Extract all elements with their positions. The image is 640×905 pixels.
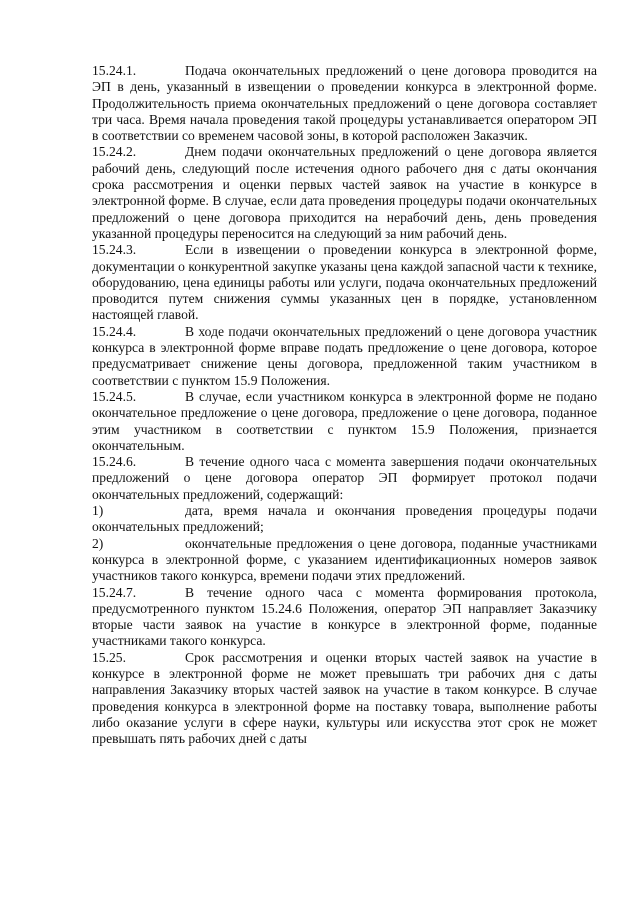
paragraph-text: Днем подачи окончательных предложений о цене договора является рабочий день, следующий после истечения одного рабочего дня с даты окончания срока рассмотрения и оценки первых частей заявок на участие в конкурсе в электронной форме. В случае, если дата проведения процедуры подачи окончательных предложений о цене договора приходится на нерабочий день, день проведения указанной процедуры переносится на следующий за ним рабочий день.: [92, 144, 597, 241]
paragraph-text: Подача окончательных предложений о цене договора проводится на ЭП в день, указанный в извещении о проведении конкурса в электронной форме. Продолжительность приема окончательных предложений о цене договора составляет три часа. Время начала проведения такой процедуры устанавливается оператором ЭП в соответствии со временем часовой зоны, в которой расположен Заказчик.: [92, 63, 597, 144]
list-item-text: дата, время начала и окончания проведения процедуры подачи окончательных предложений;: [92, 503, 597, 535]
paragraph-text: В течение одного часа с момента формирования протокола, предусмотренного пунктом 15.24.6 Положения, оператор ЭП направляет Заказчику вторые части заявок на участие в конкурсе в электронной форме, поданные участниками такого конкурса.: [92, 584, 597, 649]
paragraph-number: 15.24.7.: [92, 584, 137, 600]
list-item-number: 2): [92, 535, 104, 551]
paragraph-text: В течение одного часа с момента завершения подачи окончательных предложений о цене договора оператор ЭП формирует протокол подачи окончательных предложений, содержащий:: [92, 454, 597, 502]
paragraph-15-24-6: [92, 454, 597, 503]
paragraph-number: 15.24.3.: [92, 242, 137, 258]
list-item-text: окончательные предложения о цене договора, поданные участниками конкурса в электронной форме, с указанием идентификационных номеров заявок участников такого конкурса, времени подачи этих предложений.: [92, 535, 597, 584]
paragraph-15-24-5: [92, 389, 597, 454]
paragraph-text: Если в извещении о проведении конкурса в электронной форме, документации о конкурентной закупке указаны цена каждой запасной части к технике, оборудованию, цена единицы работы или услуги, подача окончательных предложений проводится путем снижения суммы указанных цен в порядке, установленном настоящей главой.: [92, 242, 597, 323]
paragraph-number: 15.24.4.: [92, 323, 137, 339]
paragraph-number: 15.24.6.: [92, 454, 137, 470]
paragraph-text: Срок рассмотрения и оценки вторых частей заявок на участие в конкурсе в электронной форме не может превышать три рабочих дня с даты направления Заказчику вторых частей заявок на участие в таком конкурсе. В случае проведения конкурса в электронной форме на поставку товара, выполнение работы либо оказание услуги в сфере науки, культуры или искусства этот срок не может превышать пять рабочих дней с даты: [92, 649, 597, 747]
document-page: [92, 63, 597, 747]
list-item-2: [92, 536, 597, 585]
paragraph-text: В ходе подачи окончательных предложений о цене договора участник конкурса в электронной форме вправе подать предложение о цене договора, которое предусматривает снижение цены договора, предложенной таким участником в соответствии с пунктом 15.9 Положения.: [92, 323, 597, 388]
paragraph-number: 15.25.: [92, 649, 126, 665]
paragraph-15-25: [92, 650, 597, 748]
paragraph-15-24-3: [92, 242, 597, 323]
paragraph-text: В случае, если участником конкурса в электронной форме не подано окончательное предложение о цене договора, предложение о цене договора, поданное этим участником в соответствии с пунктом 15.9 Положения, признается окончательным.: [92, 388, 597, 453]
paragraph-number: 15.24.1.: [92, 63, 137, 78]
paragraph-15-24-7: [92, 585, 597, 650]
paragraph-15-24-2: [92, 144, 597, 242]
list-item-number: 1): [92, 503, 104, 519]
paragraph-15-24-4: [92, 324, 597, 389]
list-item-1: [92, 503, 597, 536]
paragraph-number: 15.24.5.: [92, 388, 137, 404]
paragraph-number: 15.24.2.: [92, 144, 137, 160]
paragraph-15-24-1: [92, 63, 597, 144]
